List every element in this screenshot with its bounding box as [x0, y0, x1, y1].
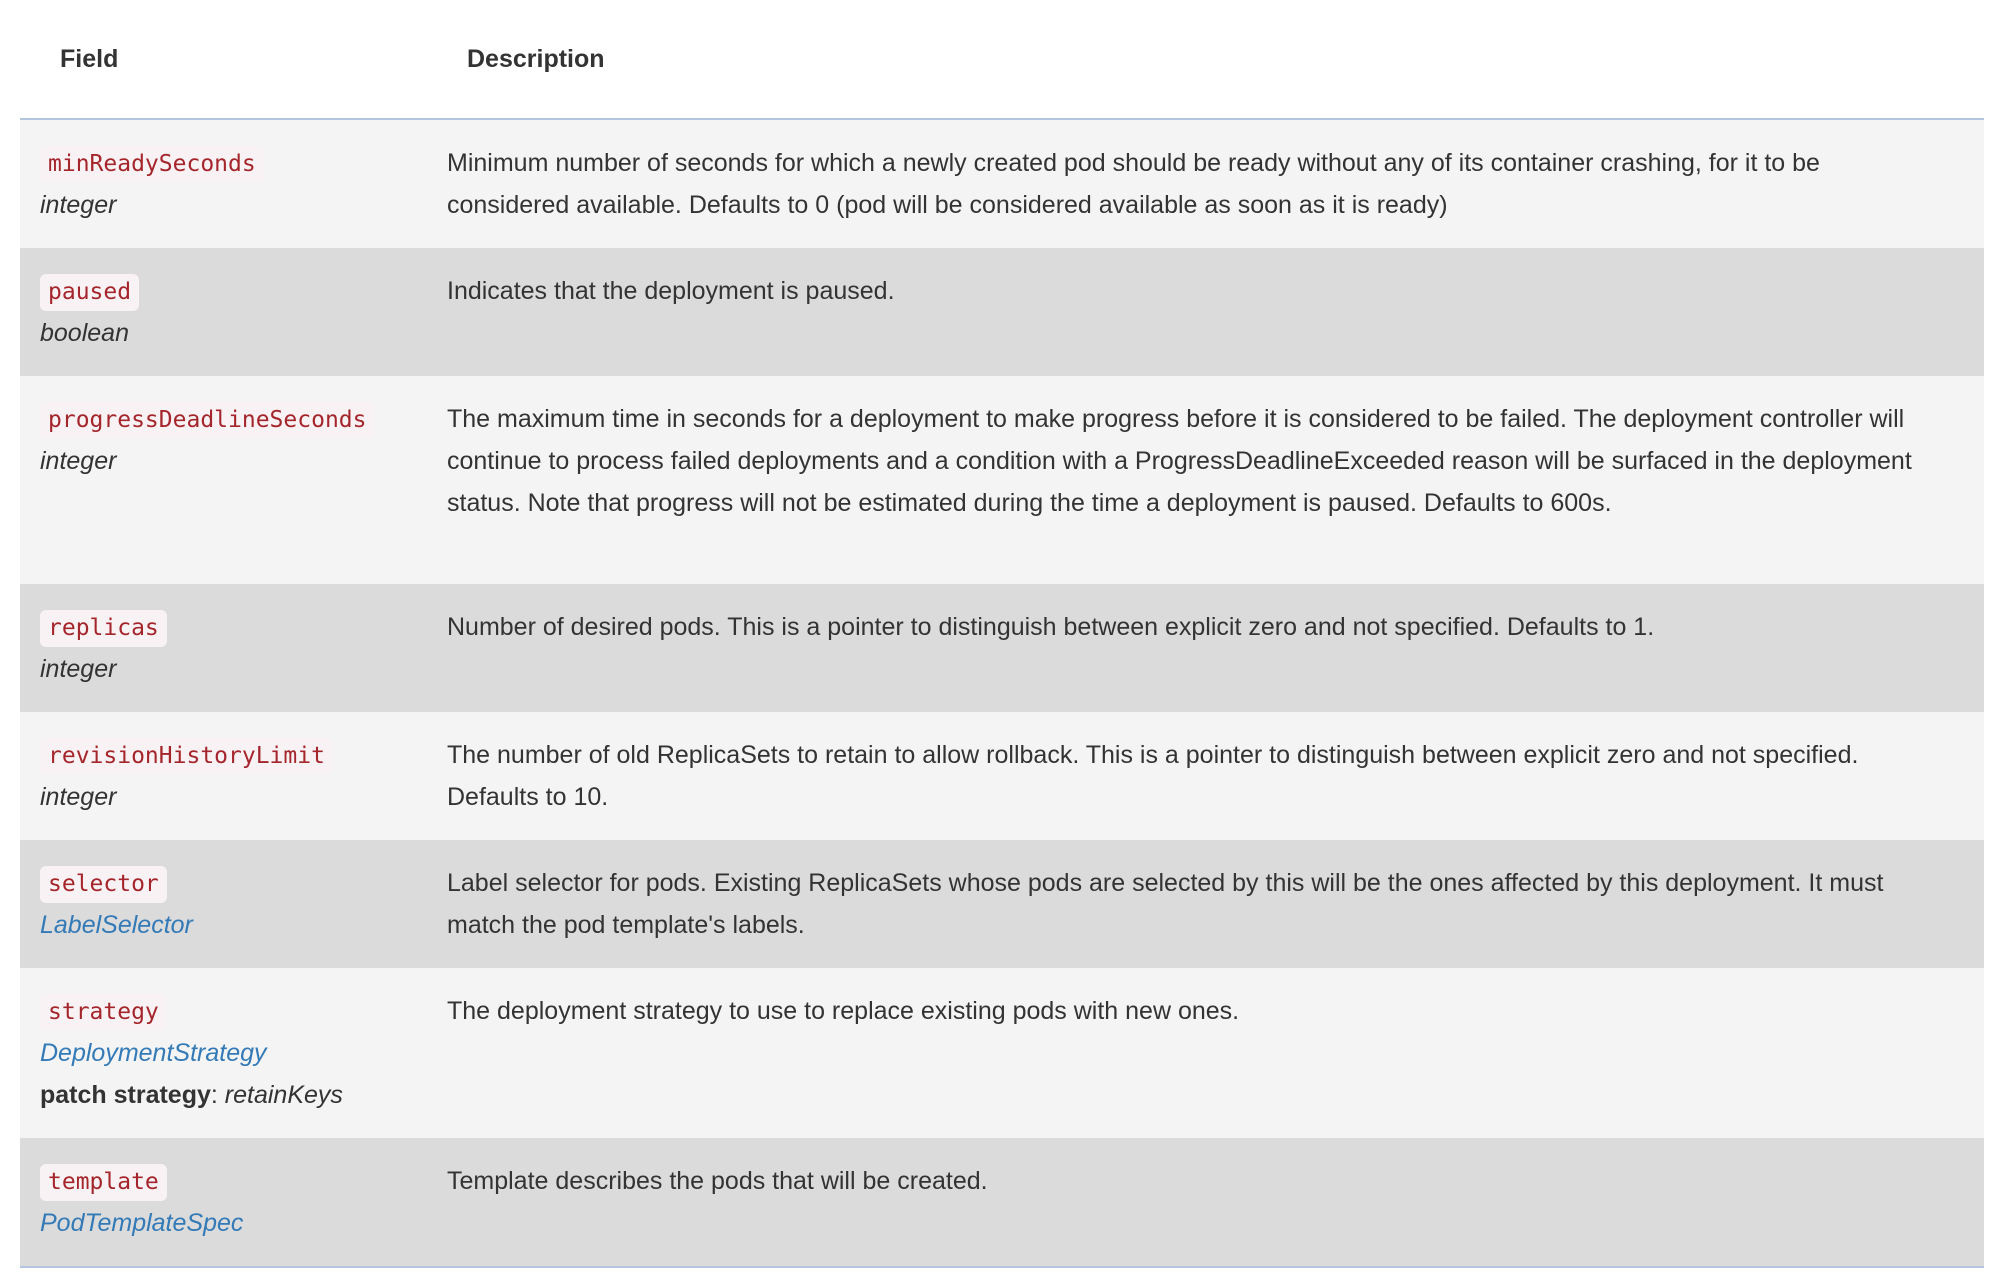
field-name: progressDeadlineSeconds — [40, 402, 375, 439]
field-type: integer — [40, 191, 117, 219]
field-name: selector — [40, 866, 167, 903]
field-description: Indicates that the deployment is paused. — [447, 277, 895, 305]
field-description: Minimum number of seconds for which a newly created pod should be ready without any of its container crashing, for it to be considered available. Defaults to 0 (pod will be considered available as soon as it is ready) — [447, 149, 1820, 219]
field-cell — [20, 376, 427, 584]
patch-strategy — [40, 1074, 407, 1116]
field-description: The maximum time in seconds for a deployment to make progress before it is considered to be failed. The deployment controller will continue to process failed deployments and a condition with a ProgressDeadlineExceeded reason will be surfaced in the deployment status. Note that progress will not be estimated during the time a deployment is paused. Defaults to 600s. — [447, 405, 1912, 517]
table-row-strategy — [20, 968, 1984, 1138]
patch-strategy-value: retainKeys — [224, 1081, 343, 1109]
field-cell — [20, 248, 427, 376]
table-row-minReadySeconds — [20, 119, 1984, 248]
field-type: integer — [40, 447, 117, 475]
table-body — [20, 119, 1984, 1267]
patch-strategy-separator: : — [210, 1081, 225, 1109]
field-name: replicas — [40, 610, 167, 647]
field-type: integer — [40, 783, 117, 811]
field-cell — [20, 968, 427, 1138]
table-row-selector — [20, 840, 1984, 968]
field-description: Template describes the pods that will be created. — [427, 1138, 1984, 1267]
type-link-PodTemplateSpec[interactable]: PodTemplateSpec — [40, 1209, 244, 1237]
table-row-revisionHistoryLimit — [20, 712, 1984, 840]
field-description: Label selector for pods. Existing ReplicaSets whose pods are selected by this will be the ones affected by this deployment. It must match the pod template's labels. — [447, 869, 1884, 939]
type-link-DeploymentStrategy[interactable]: DeploymentStrategy — [40, 1039, 267, 1067]
fields-table — [20, 0, 1984, 1268]
type-link-LabelSelector[interactable]: LabelSelector — [40, 911, 193, 939]
field-description: Number of desired pods. This is a pointer to distinguish between explicit zero and not specified. Defaults to 1. — [447, 613, 1655, 641]
field-cell — [20, 712, 427, 840]
field-name: minReadySeconds — [40, 146, 264, 183]
table-row-template — [20, 1138, 1984, 1267]
field-type: boolean — [40, 319, 129, 347]
field-cell — [20, 1138, 427, 1267]
header-row — [20, 0, 1984, 119]
field-name: revisionHistoryLimit — [40, 738, 333, 775]
table-header — [20, 0, 1984, 119]
field-cell — [20, 840, 427, 968]
field-cell — [20, 584, 427, 712]
field-description: The number of old ReplicaSets to retain to allow rollback. This is a pointer to distinguish between explicit zero and not specified. Defaults to 10. — [447, 741, 1859, 811]
header-description: Description — [427, 0, 1984, 119]
header-field: Field — [20, 0, 427, 119]
field-type: integer — [40, 655, 117, 683]
patch-strategy-label: patch strategy — [40, 1081, 211, 1109]
field-cell — [20, 119, 427, 248]
field-name: template — [40, 1164, 167, 1201]
table-row-replicas — [20, 584, 1984, 712]
table-row-progressDeadlineSeconds — [20, 376, 1984, 584]
field-description: The deployment strategy to use to replace existing pods with new ones. — [447, 997, 1240, 1025]
field-name: strategy — [40, 994, 167, 1031]
table-row-paused — [20, 248, 1984, 376]
field-name: paused — [40, 274, 139, 311]
